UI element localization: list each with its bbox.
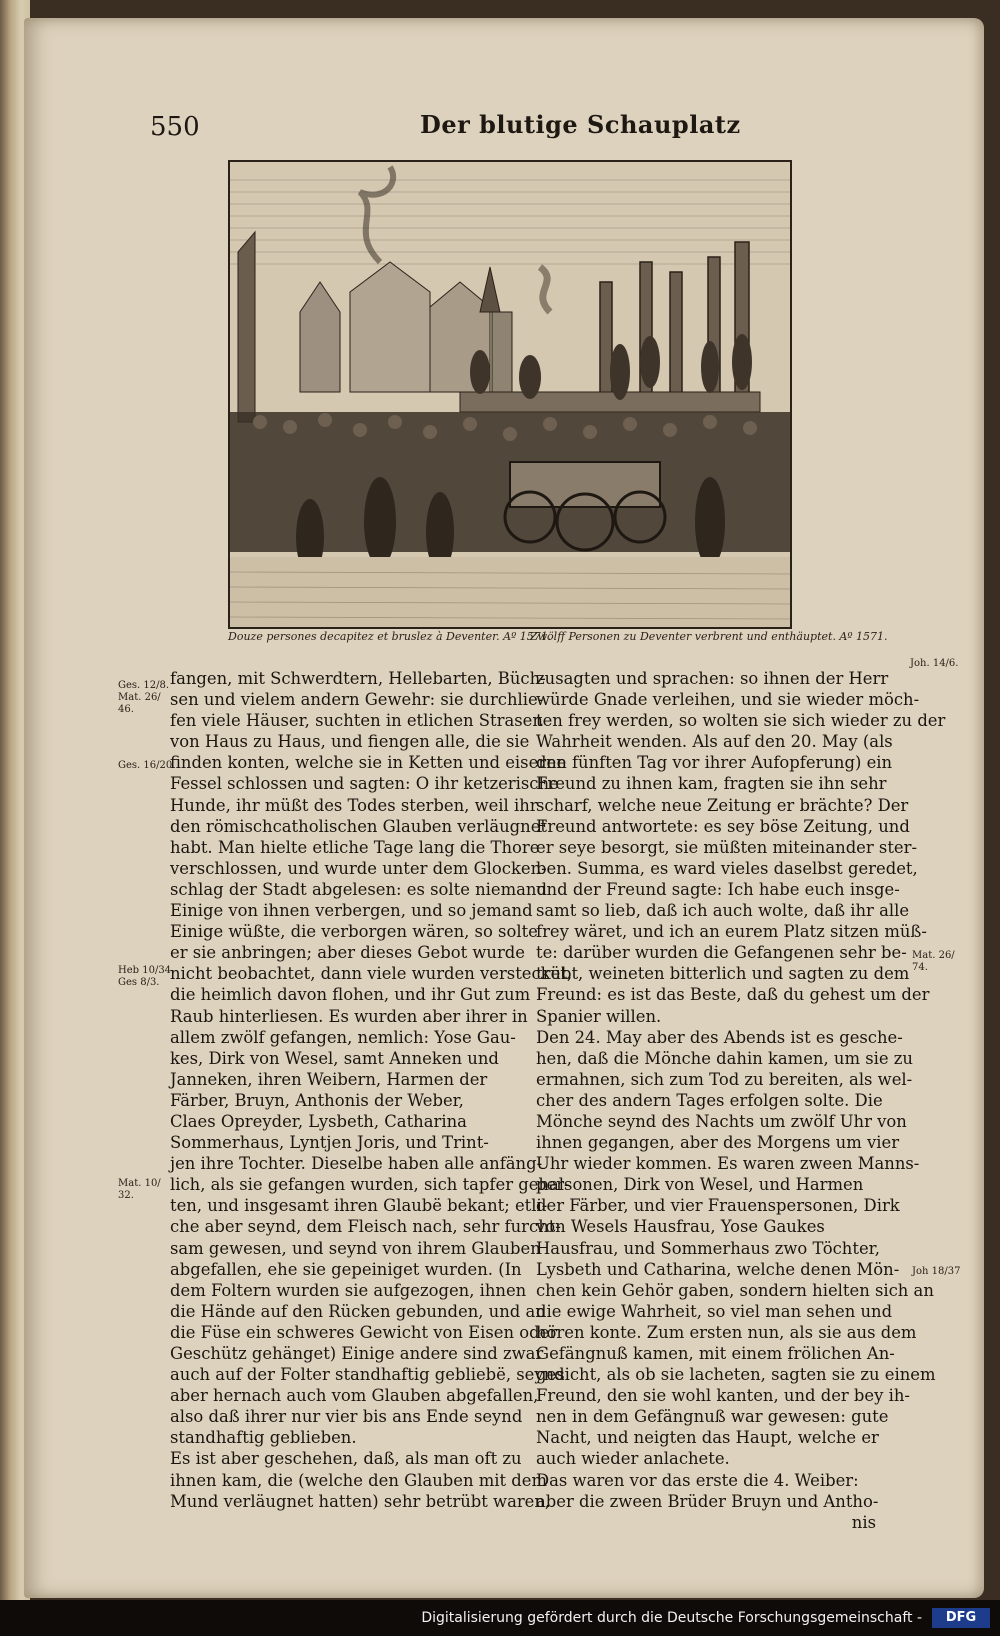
text-line: te: darüber wurden die Gefangenen sehr be- xyxy=(536,943,907,963)
text-line: che aber seynd, dem Fleisch nach, sehr furcht- xyxy=(170,1217,561,1237)
text-line: Sommerhaus, Lyntjen Joris, und Trint- xyxy=(170,1133,489,1153)
text-line: sam gewesen, und seynd von ihrem Glauben xyxy=(170,1238,541,1258)
text-line: lich, als sie gefangen wurden, sich tapfer gehal- xyxy=(170,1175,570,1195)
text-line: auch wieder anlachete. xyxy=(536,1449,730,1469)
text-line: aber hernach auch vom Glauben abgefallen, xyxy=(170,1386,539,1406)
text-line: ten, und insgesamt ihren Glaubë bekant; etli- xyxy=(170,1196,548,1216)
text-line: Spanier willen. xyxy=(536,1006,662,1026)
text-line: samt so lieb, daß ich auch wolte, daß ihr alle xyxy=(536,901,910,921)
text-line: fen viele Häuser, suchten in etlichen Strasen xyxy=(170,711,543,731)
text-line: nicht beobachtet, dann viele wurden verstecket, xyxy=(170,964,573,984)
text-line: abgefallen, ehe sie gepeiniget wurden. (In xyxy=(170,1259,522,1279)
text-line: Lysbeth und Catharina, welche denen Mön- xyxy=(536,1259,900,1279)
text-line: allem zwölf gefangen, nemlich: Yose Gau- xyxy=(170,1027,516,1047)
text-line: standhaftig geblieben. xyxy=(170,1428,357,1448)
caption-right: Zwölff Personen zu Deventer verbrent und enthäuptet. Aº 1571. xyxy=(530,630,888,643)
text-line: Einige wüßte, die verborgen wären, so solte xyxy=(170,922,538,942)
text-line: Hunde, ihr müßt des Todes sterben, weil ihr xyxy=(170,795,538,815)
text-line: den fünften Tag vor ihrer Aufopferung) ein xyxy=(536,753,893,773)
text-line: Gefängnuß kamen, mit einem frölichen An- xyxy=(536,1344,895,1363)
marginal-note: Ges. 12/8. Mat. 26/ 46. xyxy=(118,680,170,715)
text-line: also daß ihrer nur vier bis ans Ende seynd xyxy=(170,1407,523,1427)
text-line: nen in dem Gefängnuß war gewesen: gute xyxy=(536,1407,889,1427)
text-line: die heimlich davon flohen, und ihr Gut zum xyxy=(170,985,531,1005)
text-line: aber die zween Brüder Bruyn und Antho- xyxy=(536,1491,879,1511)
text-line: cher des andern Tages erfolgen solte. Die xyxy=(536,1090,883,1110)
marginal-note: Mat. 10/ 32. xyxy=(118,1178,161,1201)
text-line: Freund antwortete: es sey böse Zeitung, und xyxy=(536,816,910,836)
text-line: Einige von ihnen verbergen, und so jemand xyxy=(170,901,533,921)
footer-bar xyxy=(0,1600,1000,1636)
text-line: ihnen kam, die (welche den Glauben mit dem xyxy=(170,1470,548,1490)
text-line: hören konte. Zum ersten nun, als sie aus dem xyxy=(536,1322,917,1342)
text-line: Den 24. May aber des Abends ist es gesche- xyxy=(536,1027,903,1047)
text-line: kes, Dirk von Wesel, samt Anneken und xyxy=(170,1048,499,1068)
text-line: gesicht, als ob sie lacheten, sagten sie zu einem xyxy=(536,1365,936,1385)
text-line: den römischcatholischen Glauben verläugnet xyxy=(170,816,547,836)
marginal-note: Joh. 14/6. xyxy=(910,658,959,669)
text-line: ten frey werden, so wolten sie sich wieder zu der xyxy=(536,711,946,731)
text-line: dem Foltern wurden sie aufgezogen, ihnen xyxy=(170,1280,527,1300)
text-line: Freund: es ist das Beste, daß du gehest um der xyxy=(536,985,930,1005)
text-line: Nacht, und neigten das Haupt, welche er xyxy=(536,1428,879,1448)
text-line: die ewige Wahrheit, so viel man sehen und xyxy=(536,1301,893,1321)
text-line: zusagten und sprachen: so ihnen der Herr xyxy=(536,669,889,688)
marginal-note: Joh 18/37 xyxy=(912,1266,961,1277)
text-line: Das waren vor das erste die 4. Weiber: xyxy=(536,1470,859,1490)
text-line: Claes Opreyder, Lysbeth, Catharina xyxy=(170,1111,467,1131)
text-line: Fessel schlossen und sagten: O ihr ketzerische xyxy=(170,774,559,794)
text-line: Uhr wieder kommen. Es waren zween Manns- xyxy=(536,1154,920,1174)
text-line: jen ihre Tochter. Dieselbe haben alle anfäng- xyxy=(170,1154,543,1174)
text-line: Freund, den sie wohl kanten, und der bey ih- xyxy=(536,1386,910,1406)
text-line: Janneken, ihren Weibern, Harmen der xyxy=(170,1069,488,1089)
text-line: Raub hinterliesen. Es wurden aber ihrer in xyxy=(170,1006,528,1026)
text-line: schlag der Stadt abgelesen: es solte niemand xyxy=(170,879,547,899)
text-line: würde Gnade verleihen, und sie wieder möch- xyxy=(536,690,920,710)
engraving-drawing xyxy=(230,162,790,627)
text-line: ihnen gegangen, aber des Morgens um vier xyxy=(536,1133,900,1153)
text-line: Hausfrau, und Sommerhaus zwo Töchter, xyxy=(536,1238,880,1258)
text-line: habt. Man hielte etliche Tage lang die Thore xyxy=(170,837,540,857)
text-line: er sie anbringen; aber dieses Gebot wurde xyxy=(170,943,525,963)
page-number: 550 xyxy=(150,112,200,142)
text-line: sen und vielem andern Gewehr: sie durchlie- xyxy=(170,690,544,710)
text-line: der Färber, und vier Frauenspersonen, Dirk xyxy=(536,1196,900,1216)
text-line: Mönche seynd des Nachts um zwölf Uhr von xyxy=(536,1111,907,1131)
marginal-note: Ges. 16/20 xyxy=(118,760,173,771)
text-line: scharf, welche neue Zeitung er brächte? Der xyxy=(536,795,909,815)
text-line: die Füse ein schweres Gewicht von Eisen oder xyxy=(170,1322,558,1342)
marginal-note: Mat. 26/ 74. xyxy=(912,950,955,973)
text-line: ben. Summa, es ward vieles daselbst geredet, xyxy=(536,858,918,878)
text-line: er seye besorgt, sie müßten miteinander ster- xyxy=(536,837,918,857)
engraving-illustration xyxy=(228,160,792,629)
text-line: verschlossen, und wurde unter dem Glocken- xyxy=(170,858,547,878)
text-line: nis xyxy=(851,1512,876,1532)
text-line: und der Freund sagte: Ich habe euch insge- xyxy=(536,879,900,899)
text-line: auch auf der Folter standhaftig gebliebë, seynd xyxy=(170,1365,565,1385)
running-head: Der blutige Schauplatz xyxy=(420,110,741,139)
text-line: frey wäret, und ich an eurem Platz sitzen müß- xyxy=(536,922,927,942)
text-line: von Haus zu Haus, und fiengen alle, die sie xyxy=(170,732,530,752)
dfg-logo: DFG xyxy=(932,1608,990,1628)
footer-credit: Digitalisierung gefördert durch die Deutsche Forschungsgemeinschaft - xyxy=(421,1610,922,1626)
text-line: Färber, Bruyn, Anthonis der Weber, xyxy=(170,1090,464,1110)
text-line: Geschütz gehänget) Einige andere sind zwar xyxy=(170,1344,544,1363)
marginal-note: Heb 10/34 Ges 8/3. xyxy=(118,965,172,988)
text-line: finden konten, welche sie in Ketten und eiserne xyxy=(170,753,567,773)
left-text-column xyxy=(170,668,573,1512)
text-line: personen, Dirk von Wesel, und Harmen xyxy=(536,1175,864,1195)
text-line: trübt, weineten bitterlich und sagten zu dem xyxy=(536,964,910,984)
text-line: hen, daß die Mönche dahin kamen, um sie zu xyxy=(536,1048,913,1068)
text-line: Mund verläugnet hatten) sehr betrübt waren, xyxy=(170,1491,551,1511)
text-line: Wahrheit wenden. Als auf den 20. May (als xyxy=(536,732,893,752)
text-line: von Wesels Hausfrau, Yose Gaukes xyxy=(536,1217,825,1237)
text-line: Es ist aber geschehen, daß, als man oft zu xyxy=(170,1449,522,1469)
text-line: die Hände auf den Rücken gebunden, und an xyxy=(170,1301,546,1321)
text-line: Freund zu ihnen kam, fragten sie ihn sehr xyxy=(536,774,887,794)
text-line: fangen, mit Schwerdtern, Hellebarten, Büch- xyxy=(170,669,546,688)
text-line: chen kein Gehör gaben, sondern hielten sich an xyxy=(536,1280,934,1300)
caption-left: Douze persones decapitez et bruslez à Deventer. Aº 1571. xyxy=(228,630,552,643)
text-line: ermahnen, sich zum Tod zu bereiten, als wel- xyxy=(536,1069,913,1089)
